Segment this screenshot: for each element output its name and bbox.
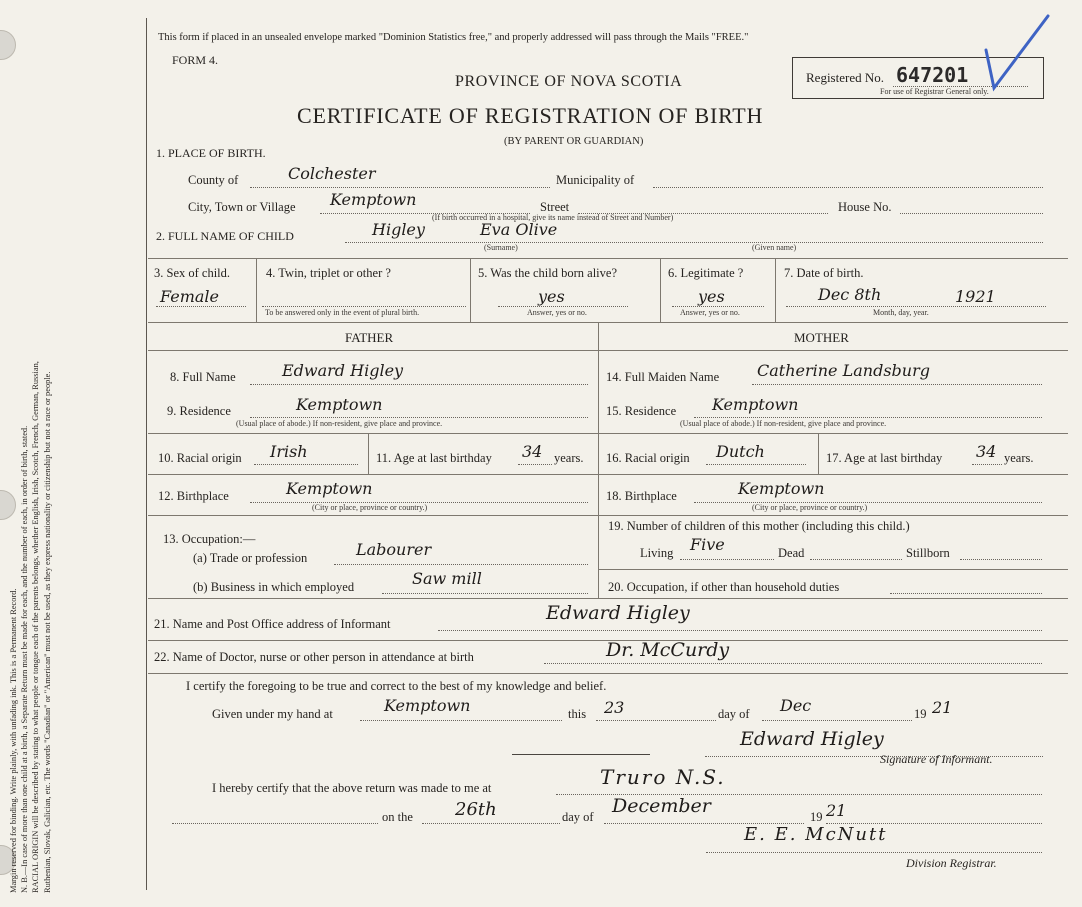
given-year-prefix: 19 xyxy=(914,707,927,721)
mother-birthplace-note: (City or place, province or country.) xyxy=(752,503,868,512)
fill-line xyxy=(672,306,764,307)
registrar-day-value: 26th xyxy=(455,799,497,820)
child-name-label: 2. FULL NAME OF CHILD xyxy=(156,229,294,243)
child-given-name: Eva Olive xyxy=(480,220,558,239)
mother-years-label: years. xyxy=(1004,451,1034,465)
registrar-label: Division Registrar. xyxy=(906,856,997,870)
legitimate-note: Answer, yes or no. xyxy=(680,308,740,317)
fill-line xyxy=(752,384,1042,385)
fill-line xyxy=(262,306,466,307)
form-number: FORM 4. xyxy=(172,53,219,67)
father-name-value: Edward Higley xyxy=(282,361,404,380)
fill-line xyxy=(156,306,246,307)
certificate-subtitle: (BY PARENT OR GUARDIAN) xyxy=(504,136,644,147)
father-birthplace-value: Kemptown xyxy=(286,479,373,498)
hospital-note: (If birth occurred in a hospital, give its name instead of Street and Number) xyxy=(432,213,674,222)
city-label: City, Town or Village xyxy=(188,200,296,214)
given-place-value: Kemptown xyxy=(384,696,471,715)
fill-line xyxy=(334,564,588,565)
margin-note: N. B.—In case of more than one child at a birth, a Separate Return must be made for each, and the number of each, in order of birth, stated. xyxy=(20,425,30,893)
trade-value: Labourer xyxy=(356,540,432,559)
informant-label: 21. Name and Post Office address of Informant xyxy=(154,617,391,631)
divider xyxy=(148,258,1068,259)
given-month-value: Dec xyxy=(780,696,812,715)
father-occupation-label: 13. Occupation:— xyxy=(163,532,256,546)
house-label: House No. xyxy=(838,200,892,214)
born-alive-value: yes xyxy=(538,287,565,306)
father-age-value: 34 xyxy=(522,442,543,461)
birth-year-value: 1921 xyxy=(955,287,996,306)
fill-line xyxy=(972,464,1002,465)
dead-label: Dead xyxy=(778,546,805,560)
sex-label: 3. Sex of child. xyxy=(154,266,231,280)
registrar-statement: I hereby certify that the above return was made to me at xyxy=(212,781,492,795)
father-residence-note: (Usual place of abode.) If non-resident, give place and province. xyxy=(236,419,443,428)
father-residence-label: 9. Residence xyxy=(167,404,231,418)
living-label: Living xyxy=(640,546,674,560)
divider xyxy=(148,598,1068,599)
mother-racial-label: 16. Racial origin xyxy=(606,451,690,465)
mother-name-value: Catherine Landsburg xyxy=(757,361,930,380)
mother-name-label: 14. Full Maiden Name xyxy=(606,370,720,384)
living-value: Five xyxy=(690,535,725,554)
fill-line xyxy=(810,559,902,560)
birth-date-value: Dec 8th xyxy=(818,285,882,304)
registrar-note: For use of Registrar General only. xyxy=(880,87,989,96)
fill-line xyxy=(544,663,1042,664)
place-of-birth-heading: 1. PLACE OF BIRTH. xyxy=(156,146,266,160)
business-label: (b) Business in which employed xyxy=(193,580,355,594)
fill-line xyxy=(250,187,550,188)
mother-racial-value: Dutch xyxy=(716,442,765,461)
county-label: County of xyxy=(188,173,239,187)
divider xyxy=(148,474,1068,475)
registrar-month-value: December xyxy=(612,795,711,817)
margin-line xyxy=(146,18,147,890)
date-label: 7. Date of birth. xyxy=(784,266,864,280)
divider xyxy=(598,569,1068,570)
fill-line xyxy=(762,720,912,721)
registrar-year-prefix: 19 xyxy=(810,810,823,824)
mother-heading: MOTHER xyxy=(794,330,849,345)
city-value: Kemptown xyxy=(330,190,417,209)
fill-line xyxy=(786,306,1046,307)
divider xyxy=(818,433,819,474)
fill-line xyxy=(250,417,588,418)
fill-line xyxy=(250,384,588,385)
divider xyxy=(368,433,369,474)
given-day-value: 23 xyxy=(604,698,625,717)
registered-label: Registered No. xyxy=(806,70,884,85)
divider xyxy=(148,350,1068,351)
mother-birthplace-label: 18. Birthplace xyxy=(606,489,677,503)
mail-notice: This form if placed in an unsealed envelope marked "Dominion Statistics free," and properly addressed will pass through the Mails "FREE." xyxy=(158,32,749,43)
fill-line xyxy=(706,852,1042,853)
father-years-label: years. xyxy=(554,451,584,465)
margin-instructions xyxy=(8,13,53,893)
sex-value: Female xyxy=(160,287,219,306)
certificate-title: CERTIFICATE OF REGISTRATION OF BIRTH xyxy=(297,103,764,128)
fill-line xyxy=(680,559,774,560)
doctor-label: 22. Name of Doctor, nurse or other person in attendance at birth xyxy=(154,650,474,664)
fill-line xyxy=(653,187,1043,188)
divider xyxy=(256,258,257,322)
father-birthplace-label: 12. Birthplace xyxy=(158,489,229,503)
municipality-label: Municipality of xyxy=(556,173,635,187)
fill-line xyxy=(960,559,1042,560)
county-value: Colchester xyxy=(288,164,376,183)
margin-note: RACIAL ORIGIN will be described by stating to what people or tongue each of the parents belongs, whether English, Irish, Scotch, French, German, Russian, xyxy=(31,361,41,893)
registrar-place-value: Truro N.S. xyxy=(600,765,726,789)
legitimate-label: 6. Legitimate ? xyxy=(668,266,744,280)
registrar-signature: E. E. McNutt xyxy=(744,824,888,845)
divider xyxy=(148,322,1068,323)
day-of-label: day of xyxy=(718,707,750,721)
born-alive-label: 5. Was the child born alive? xyxy=(478,266,618,280)
father-age-label: 11. Age at last birthday xyxy=(376,451,492,465)
on-the-label: on the xyxy=(382,810,413,824)
divider xyxy=(470,258,471,322)
fill-line xyxy=(422,823,560,824)
registrar-year-value: 21 xyxy=(826,801,847,820)
mother-residence-note: (Usual place of abode.) If non-resident, give place and province. xyxy=(680,419,887,428)
fill-line xyxy=(890,593,1042,594)
registered-number: 647201 xyxy=(896,63,969,87)
fill-line xyxy=(694,417,1042,418)
signature-rule xyxy=(512,754,650,755)
divider xyxy=(775,258,776,322)
mother-age-value: 34 xyxy=(976,442,997,461)
margin-note: Margin reserved for binding. Write plainly, with unfading ink. This is a Permanent Record. xyxy=(9,588,18,893)
given-at-label: Given under my hand at xyxy=(212,707,333,721)
given-name-note: (Given name) xyxy=(752,243,797,252)
checkmark-icon xyxy=(980,6,1060,96)
divider xyxy=(148,515,1068,516)
fill-line xyxy=(345,242,1043,243)
legitimate-value: yes xyxy=(698,287,725,306)
province-heading: PROVINCE OF NOVA SCOTIA xyxy=(455,73,683,90)
child-surname: Higley xyxy=(372,220,425,239)
informant-value: Edward Higley xyxy=(546,602,690,624)
date-note: Month, day, year. xyxy=(873,308,929,317)
fill-line xyxy=(518,464,552,465)
father-racial-value: Irish xyxy=(270,442,308,461)
divider xyxy=(660,258,661,322)
stillborn-label: Stillborn xyxy=(906,546,950,560)
father-name-label: 8. Full Name xyxy=(170,370,236,384)
father-racial-label: 10. Racial origin xyxy=(158,451,242,465)
children-count-label: 19. Number of children of this mother (including this child.) xyxy=(608,519,910,533)
mother-residence-value: Kemptown xyxy=(712,395,799,414)
fill-line xyxy=(254,464,358,465)
this-label: this xyxy=(568,707,587,721)
certification-statement: I certify the foregoing to be true and correct to the best of my knowledge and belief. xyxy=(186,679,607,693)
mother-birthplace-value: Kemptown xyxy=(738,479,825,498)
twin-label: 4. Twin, triplet or other ? xyxy=(266,266,391,280)
fill-line xyxy=(172,823,378,824)
given-year-value: 21 xyxy=(932,698,953,717)
father-residence-value: Kemptown xyxy=(296,395,383,414)
born-alive-note: Answer, yes or no. xyxy=(527,308,587,317)
fill-line xyxy=(438,630,1042,631)
fill-line xyxy=(498,306,628,307)
fill-line xyxy=(706,464,806,465)
business-value: Saw mill xyxy=(412,569,482,588)
twin-note: To be answered only in the event of plural birth. xyxy=(265,308,420,317)
mother-residence-label: 15. Residence xyxy=(606,404,677,418)
doctor-value: Dr. McCurdy xyxy=(606,639,730,661)
father-birthplace-note: (City or place, province or country.) xyxy=(312,503,428,512)
mother-occupation-label: 20. Occupation, if other than household duties xyxy=(608,580,840,594)
father-heading: FATHER xyxy=(345,330,394,345)
surname-note: (Surname) xyxy=(484,243,518,252)
margin-note: Ruthenian, Slovak, Galician, etc. The words "Canadian" or "American" must not be used, as they express nationality or citizenship but not a race or people. xyxy=(42,371,52,893)
street-label: Street xyxy=(540,200,570,214)
mother-age-label: 17. Age at last birthday xyxy=(826,451,943,465)
fill-line xyxy=(596,720,716,721)
informant-signature: Edward Higley xyxy=(740,728,884,750)
registrar-day-of-label: day of xyxy=(562,810,594,824)
signature-label: Signature of Informant. xyxy=(880,752,993,766)
divider xyxy=(148,673,1068,674)
fill-line xyxy=(900,213,1043,214)
column-divider xyxy=(598,322,599,598)
fill-line xyxy=(694,502,1042,503)
divider xyxy=(148,433,1068,434)
trade-label: (a) Trade or profession xyxy=(193,551,308,565)
fill-line xyxy=(360,720,562,721)
fill-line xyxy=(382,593,588,594)
